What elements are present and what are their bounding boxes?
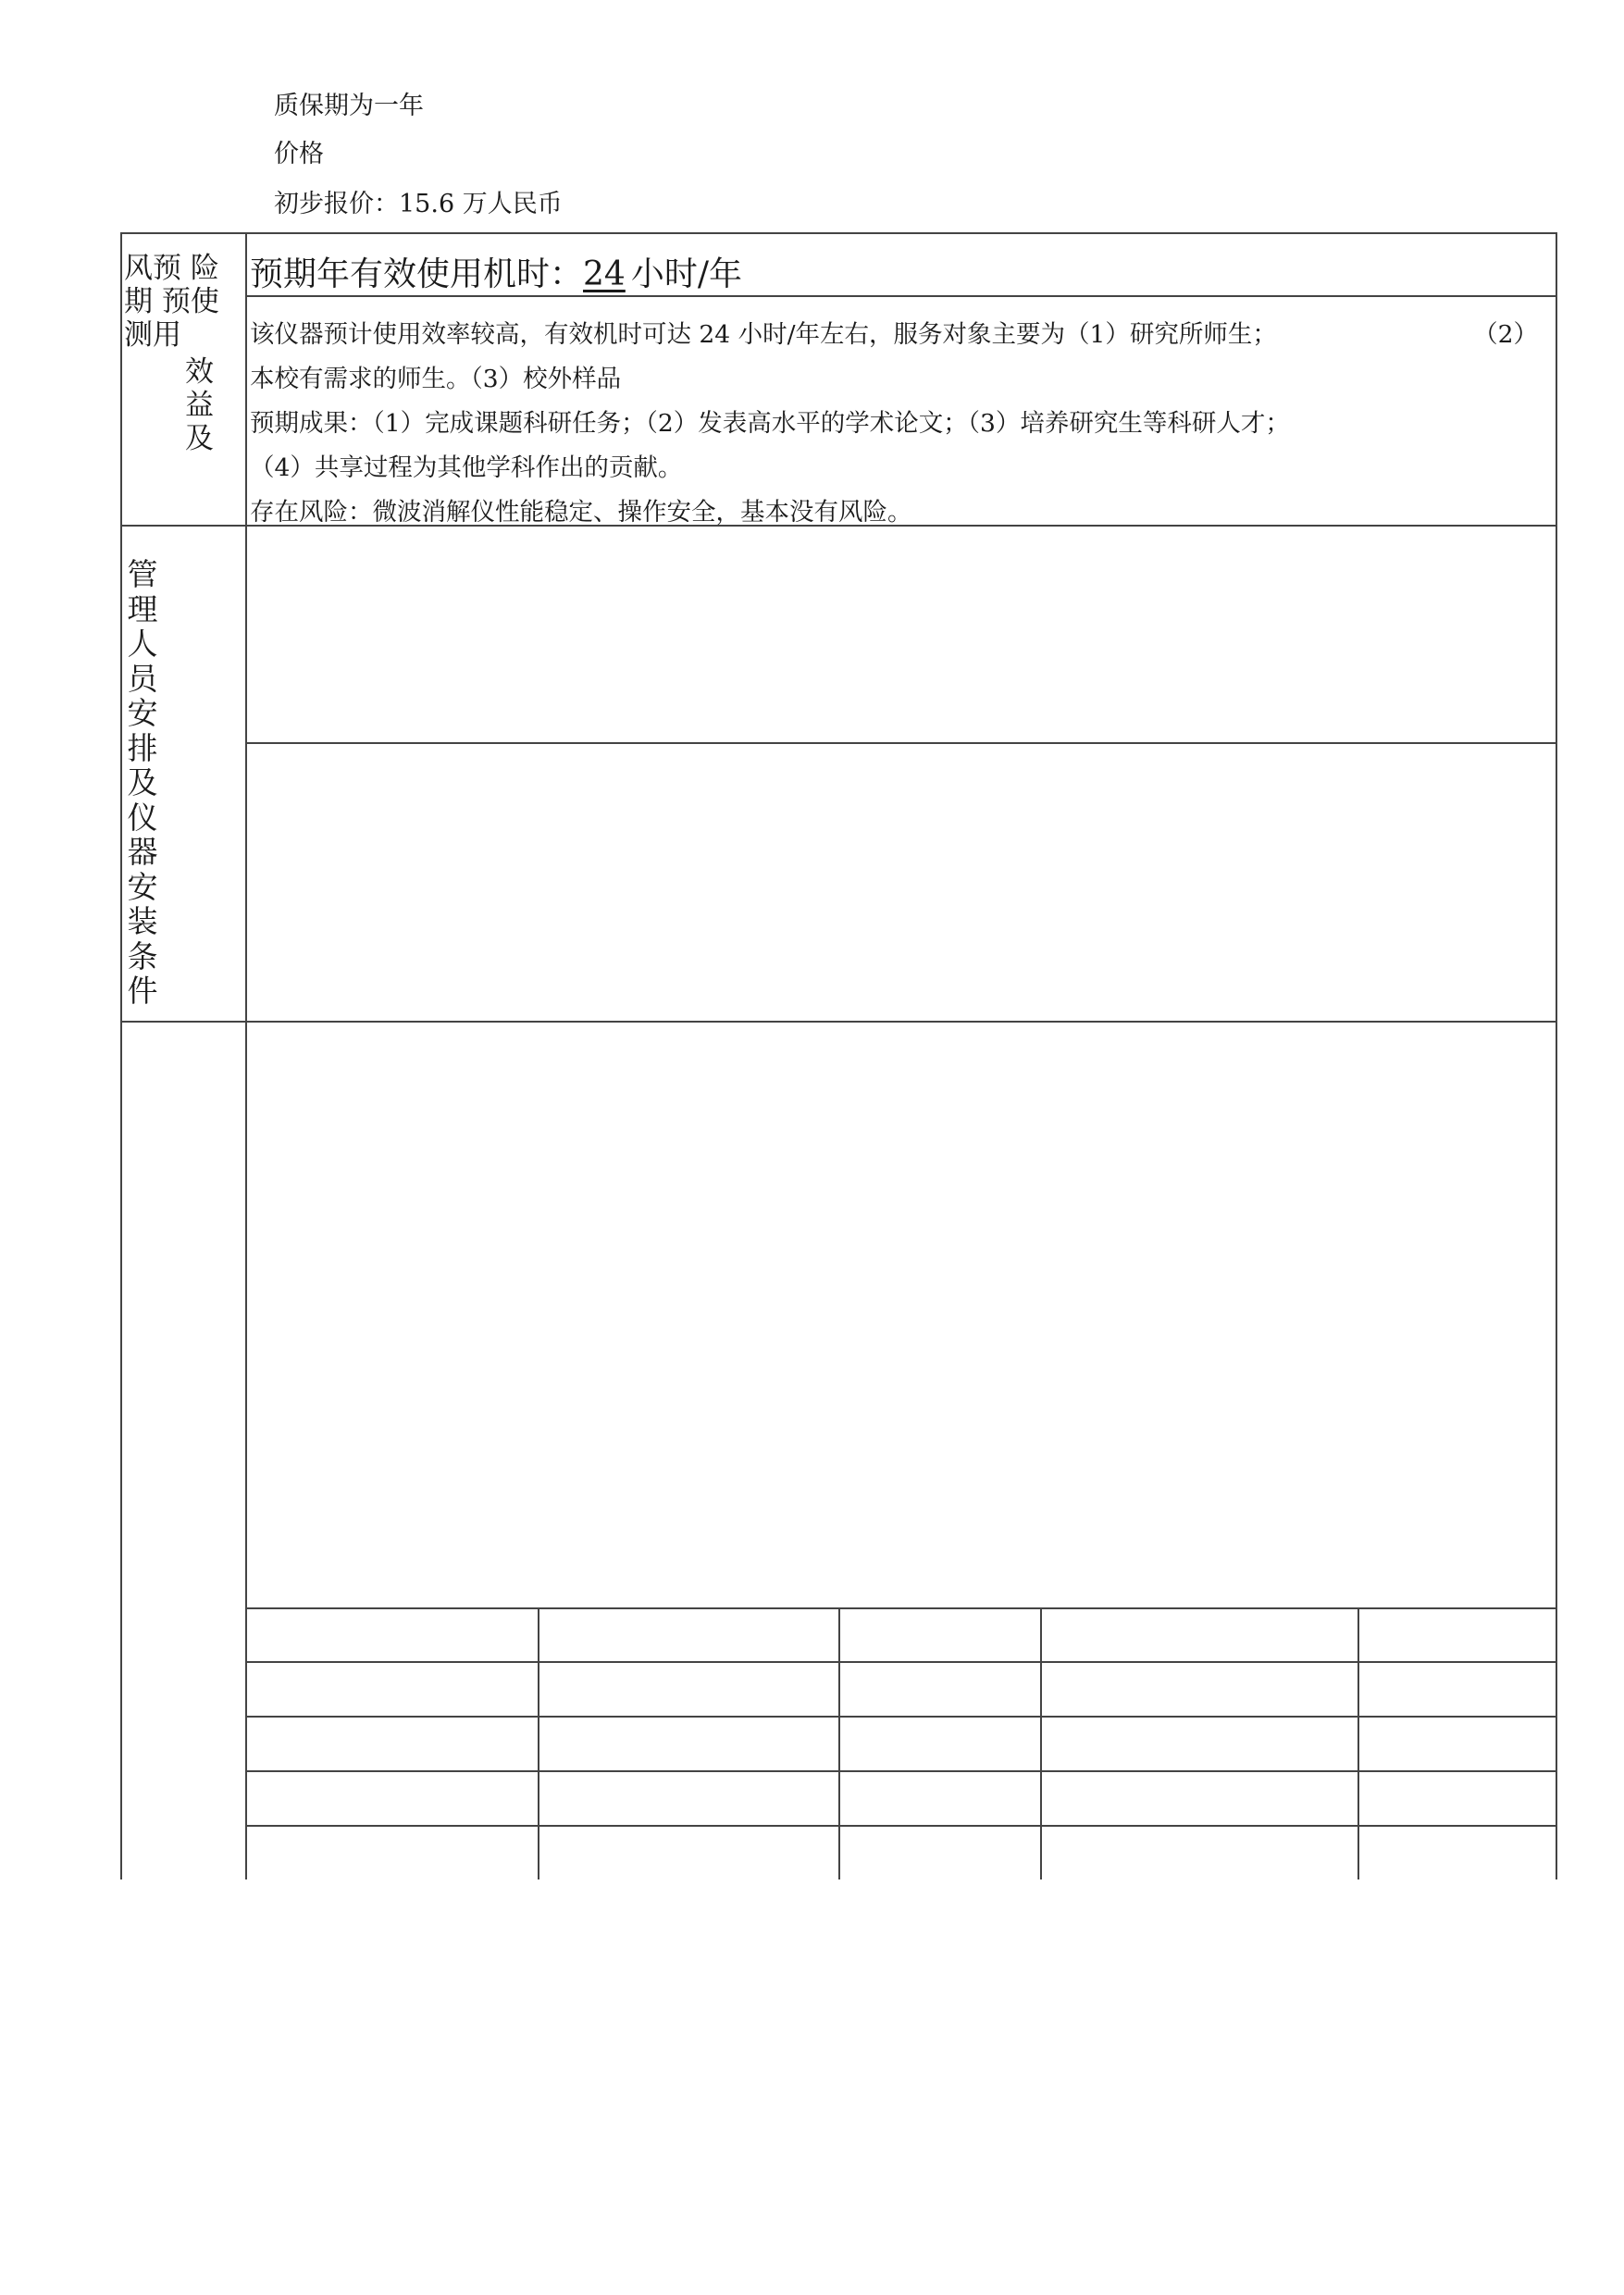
row-divider bbox=[246, 1770, 1557, 1772]
body-line: （4）共享过程为其他学科作出的贡献。 bbox=[250, 453, 683, 482]
headline-prefix: 预期年有效使用机时： bbox=[250, 255, 584, 293]
benefit-description bbox=[250, 313, 1543, 535]
price-heading: 价格 bbox=[274, 140, 324, 168]
warranty-text: 质保期为一年 bbox=[274, 92, 424, 120]
label-column-divider bbox=[245, 232, 247, 1879]
column-divider bbox=[1357, 1607, 1359, 1879]
management-arrangement-label: 管理人员安排及仪器安装条件 bbox=[127, 556, 158, 1009]
column-divider bbox=[838, 1607, 840, 1879]
label-line: 及 bbox=[185, 422, 214, 455]
row-divider bbox=[120, 1021, 1557, 1023]
row-divider bbox=[246, 1661, 1557, 1663]
table-right-border bbox=[1556, 232, 1557, 1879]
label-line: 效 bbox=[185, 355, 214, 389]
expected-machine-hours bbox=[250, 255, 742, 294]
body-line: 预期成果：（1）完成课题科研任务；（2）发表高水平的学术论文；（3）培养研究生等科研人才； bbox=[250, 409, 1290, 438]
table-left-border bbox=[120, 232, 122, 1879]
column-divider bbox=[1040, 1607, 1042, 1879]
body-line-left: 该仪器预计使用效率较高，有效机时可达 24 小时/年左右，服务对象主要为（1）研究所师生； bbox=[250, 320, 1277, 349]
label-line: 风预 险 bbox=[124, 252, 219, 285]
body-line: 存在风险：微波消解仪性能稳定、操作安全，基本没有风险。 bbox=[250, 498, 912, 527]
headline-suffix: 小时/年 bbox=[630, 255, 742, 293]
row-divider bbox=[246, 1716, 1557, 1718]
table-top-border bbox=[120, 232, 1557, 234]
row-divider bbox=[246, 1825, 1557, 1827]
row-divider bbox=[246, 742, 1557, 744]
column-divider bbox=[538, 1607, 539, 1879]
row-divider bbox=[246, 1607, 1557, 1609]
label-line: 期 预使 bbox=[124, 285, 219, 318]
body-line: 本校有需求的师生。（3）校外样品 bbox=[250, 365, 622, 393]
label-line: 益 bbox=[185, 389, 214, 422]
headline-hours: 24 bbox=[583, 255, 626, 293]
row-divider bbox=[246, 295, 1557, 297]
price-quote: 初步报价：15.6 万人民币 bbox=[274, 190, 563, 218]
body-line bbox=[250, 313, 1538, 357]
label-line: 测用 bbox=[124, 318, 181, 352]
body-line-right: （2） bbox=[1473, 320, 1538, 349]
